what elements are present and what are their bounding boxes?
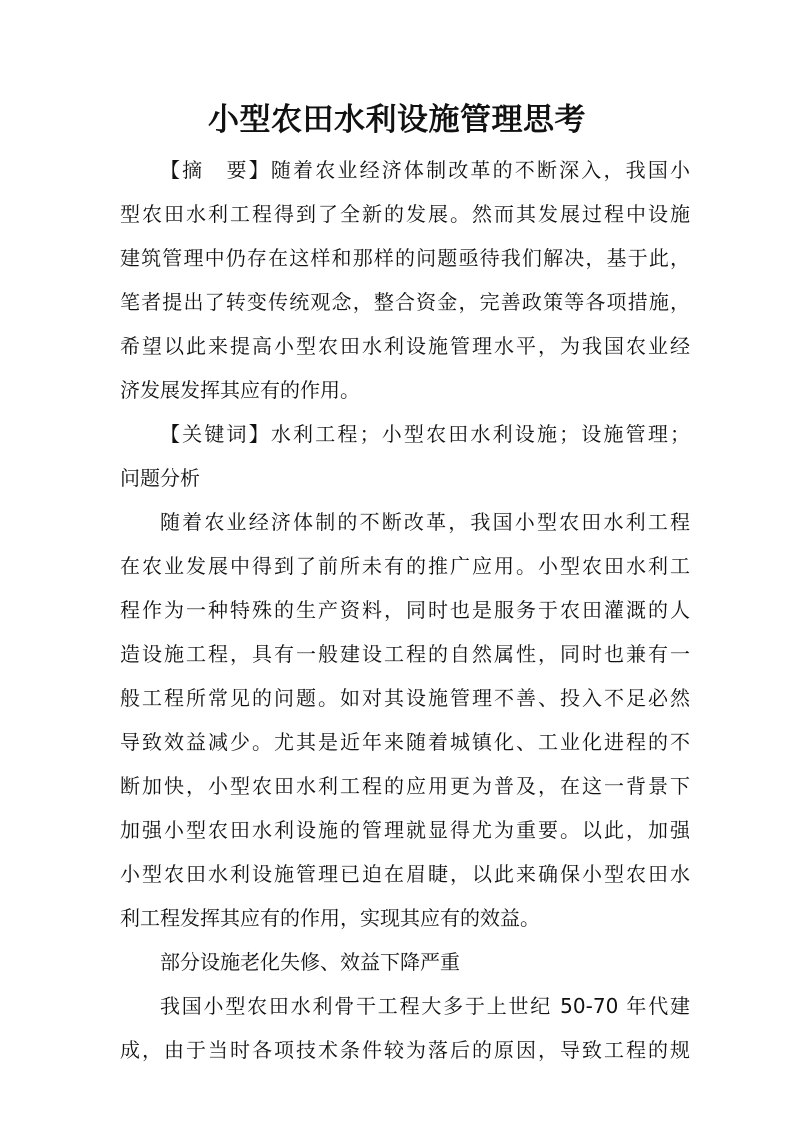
- body-line-12: 成，由于当时各项技术条件较为落后的原因，导致工程的规: [120, 1038, 690, 1062]
- body-line-10: 利工程发挥其应有的作用，实现其应有的效益。: [120, 906, 540, 930]
- body-line-4: 造设施工程，具有一般建设工程的自然属性，同时也兼有一: [120, 642, 690, 666]
- body-line-1: 随着农业经济体制的不断改革，我国小型农田水利工程: [160, 510, 690, 534]
- body-line-6: 导致效益减少。尤其是近年来随着城镇化、工业化进程的不: [120, 730, 690, 754]
- body-line-5: 般工程所常见的问题。如对其设施管理不善、投入不足必然: [120, 686, 690, 710]
- keywords-line-1: 【关键词】水利工程；小型农田水利设施；设施管理；: [160, 422, 690, 446]
- abstract-line-6: 济发展发挥其应有的作用。: [120, 378, 360, 402]
- body-line-11: 我国小型农田水利骨干工程大多于上世纪 50-70 年代建: [160, 994, 690, 1018]
- abstract-line-5: 希望以此来提高小型农田水利设施管理水平，为我国农业经: [120, 334, 690, 358]
- body-line-9: 小型农田水利设施管理已迫在眉睫，以此来确保小型农田水: [120, 862, 690, 886]
- document-title: 小型农田水利设施管理思考: [208, 102, 586, 138]
- body-line-3: 程作为一种特殊的生产资料，同时也是服务于农田灌溉的人: [120, 598, 690, 622]
- body-line-2: 在农业发展中得到了前所未有的推广应用。小型农田水利工: [120, 554, 690, 578]
- body-line-8: 加强小型农田水利设施的管理就显得尤为重要。以此，加强: [120, 818, 690, 842]
- abstract-line-3: 建筑管理中仍存在这样和那样的问题亟待我们解决，基于此，: [120, 246, 690, 270]
- abstract-line-1: 【摘 要】随着农业经济体制改革的不断深入，我国小: [160, 158, 690, 182]
- section-heading: 部分设施老化失修、效益下降严重: [160, 950, 460, 974]
- abstract-line-4: 笔者提出了转变传统观念，整合资金，完善政策等各项措施，: [120, 290, 690, 314]
- body-line-7: 断加快，小型农田水利工程的应用更为普及，在这一背景下: [120, 774, 690, 798]
- abstract-line-2: 型农田水利工程得到了全新的发展。然而其发展过程中设施: [120, 202, 690, 226]
- keywords-line-2: 问题分析: [120, 466, 200, 490]
